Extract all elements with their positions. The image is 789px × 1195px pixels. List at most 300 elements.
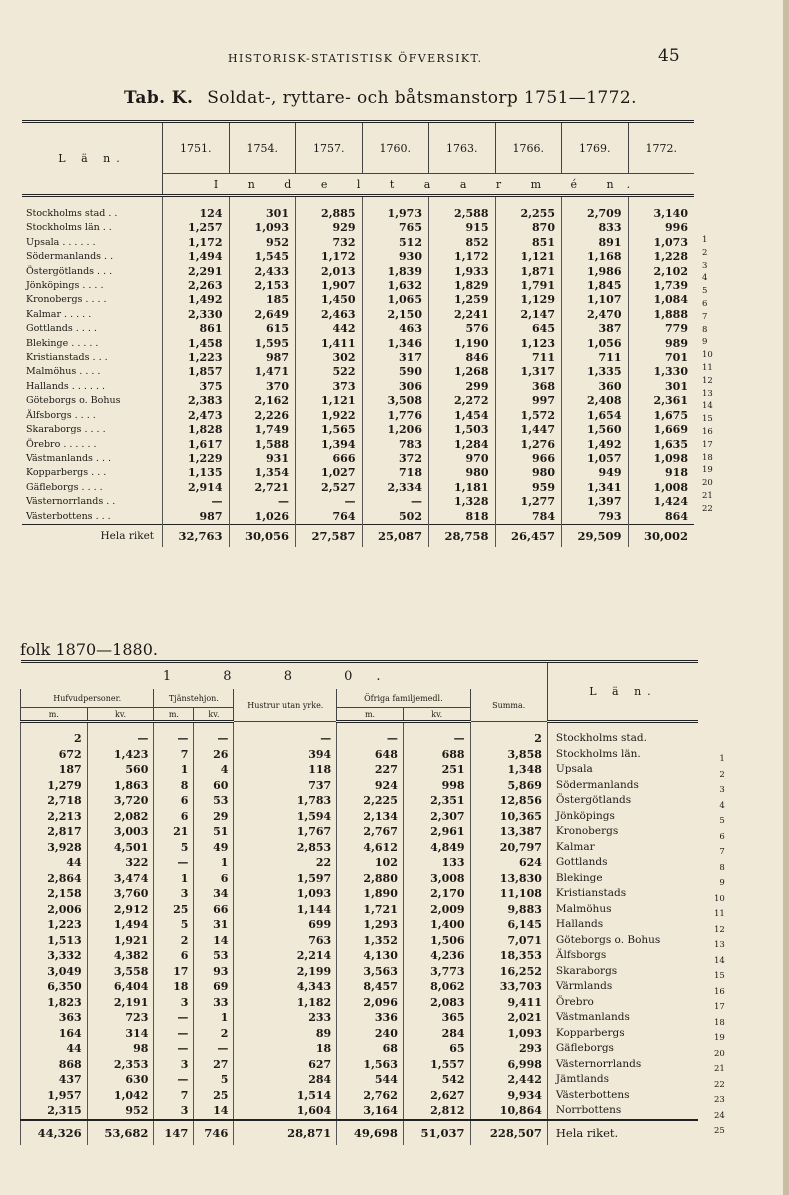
cell-value: 1,277 [495,495,562,509]
cell-value: 1,330 [628,365,694,379]
cell-value: 5,869 [470,778,547,794]
table-row [22,250,694,264]
cell-value: 370 [229,380,296,394]
cell-value: 672 [21,747,88,763]
cell-value: 65 [403,1041,470,1057]
lan-name: Kronobergs . . . . [26,294,107,306]
table-row [22,365,694,379]
cell-value: 861 [163,322,230,336]
cell-value: 1 [194,1010,234,1026]
cell-value: 227 [337,762,404,778]
table-row [22,452,694,466]
cell-value: 3 [154,1057,194,1073]
cell-value: 2,527 [296,481,363,495]
cell-value: 2,241 [429,308,496,322]
cell-value: 2,147 [495,308,562,322]
row-number: 4 [719,800,725,811]
cell-value: 2,226 [229,409,296,423]
cell-value: 12,856 [470,793,547,809]
lan-name: Västerbottens [547,1088,698,1104]
cell-value: 1,223 [163,351,230,365]
table-k-title [124,88,637,108]
cell-value: 864 [628,510,694,525]
table-row [21,1041,699,1057]
cell-value: 4,849 [403,840,470,856]
cell-value: 6,404 [87,979,154,995]
table-row [22,409,694,423]
cell-value: 688 [403,747,470,763]
cell-value: 18,353 [470,948,547,964]
cell-value: 1,845 [562,279,629,293]
cell-value: 1,056 [562,337,629,351]
row-number: 11 [714,909,725,919]
cell-value: 1,594 [234,809,337,825]
cell-value: 1,721 [337,902,404,918]
table-row [21,948,699,964]
cell-value: 2,021 [470,1010,547,1026]
lan-name: Göteborgs o. Bohus [26,395,121,407]
total-row [22,524,694,547]
cell-value: 26 [194,747,234,763]
cell-value: 5 [154,917,194,933]
row-number: 14 [714,955,725,966]
row-number: 10 [702,350,713,361]
cell-value: 2,817 [21,824,88,840]
cell-value: — [296,495,363,509]
cell-value: 949 [562,466,629,480]
cell-value: 1 [194,855,234,871]
row-number: 8 [702,324,708,335]
table-row [21,933,699,949]
total-value: 30,002 [628,524,694,547]
lan-name: Kopparbergs [547,1026,698,1042]
table-row [21,1010,699,1026]
cell-value: 1,352 [337,933,404,949]
total-value: 28,871 [234,1120,337,1145]
row-number: 18 [702,452,713,463]
cell-value: 1,776 [362,409,429,423]
lan-name: Södermanlands [547,778,698,794]
cell-value: 53 [194,793,234,809]
cell-value: 185 [229,293,296,307]
row-number: 24 [714,1110,725,1121]
cell-value: 93 [194,964,234,980]
indelta-armen-header: I n d e l t a a r m é n. [163,174,695,196]
lan-name: Östergötlands [547,793,698,809]
cell-value: 1,284 [429,438,496,452]
cell-value: 2,134 [337,809,404,825]
table-row [21,1088,699,1104]
cell-value: 102 [337,855,404,871]
total-value: 30,056 [229,524,296,547]
cell-value: 918 [628,466,694,480]
cell-value: 7,071 [470,933,547,949]
cell-value: 929 [296,221,363,235]
sex-header: m. [154,708,194,722]
row-number: 9 [719,878,725,888]
cell-value: 1,563 [337,1057,404,1073]
cell-value: 29 [194,809,234,825]
cell-value: 25 [154,902,194,918]
cell-value: 49 [194,840,234,856]
cell-value: 765 [362,221,429,235]
cell-value: 301 [628,380,694,394]
cell-value: 1,572 [495,409,562,423]
cell-value: 959 [495,481,562,495]
cell-value: 1,328 [429,495,496,509]
cell-value: 2,718 [21,793,88,809]
cell-value: 5 [154,840,194,856]
cell-value: 1,458 [163,337,230,351]
lan-name: Värmlands [547,979,698,995]
lan-name: Kristianstads . . . [26,352,108,364]
lan-name: Kalmar [547,840,698,856]
cell-value: 1,791 [495,279,562,293]
cell-value: 818 [429,510,496,525]
cell-value: 1,597 [234,871,337,887]
summa-header: Summa. [470,689,547,722]
cell-value: 2,263 [163,279,230,293]
total-label: Hela riket [22,524,163,547]
cell-value: 10,864 [470,1103,547,1120]
cell-value: 1,341 [562,481,629,495]
cell-value: — [154,722,194,747]
cell-value: 1,121 [296,394,363,408]
cell-value: 1,228 [628,250,694,264]
cell-value: 1,093 [470,1026,547,1042]
table-row [21,964,699,980]
cell-value: 317 [362,351,429,365]
table-row [21,1072,699,1088]
cell-value: 1,828 [163,423,230,437]
lan-name: Jönköpings [547,809,698,825]
cell-value: 1,450 [296,293,363,307]
cell-value: 615 [229,322,296,336]
cell-value: 930 [362,250,429,264]
cell-value: 1,424 [628,495,694,509]
cell-value: 1,348 [470,762,547,778]
cell-value: 2,255 [495,196,562,222]
cell-value: 2,213 [21,809,88,825]
lan-name: Göteborgs o. Bohus [547,933,698,949]
cell-value: 1,346 [362,337,429,351]
cell-value: 648 [337,747,404,763]
lan-name: Hallands . . . . . . [26,380,106,392]
cell-value: 3,720 [87,793,154,809]
cell-value: 1,588 [229,438,296,452]
cell-value: 11,108 [470,886,547,902]
row-number: 23 [714,1095,725,1105]
lan-name: Gäfleborgs [547,1041,698,1057]
lan-name: Örebro [547,995,698,1011]
cell-value: 512 [362,236,429,250]
cell-value: 783 [362,438,429,452]
cell-value: 6 [154,948,194,964]
page-header [0,46,789,70]
cell-value: 2,009 [403,902,470,918]
cell-value: 891 [562,236,629,250]
cell-value: 1,397 [562,495,629,509]
cell-value: 998 [403,778,470,794]
cell-value: 34 [194,886,234,902]
cell-value: 1,107 [562,293,629,307]
cell-value: 394 [234,747,337,763]
cell-value: 1,454 [429,409,496,423]
cell-value: 1,073 [628,236,694,250]
table-row [22,466,694,480]
cell-value: 1,172 [296,250,363,264]
cell-value: 233 [234,1010,337,1026]
lan-name: Älfsborgs [547,948,698,964]
cell-value: 2,351 [403,793,470,809]
row-number: 12 [714,924,725,935]
table-row [22,351,694,365]
cell-value: 630 [87,1072,154,1088]
cell-value: 3,049 [21,964,88,980]
table-row [21,778,699,794]
cell-value: 732 [296,236,363,250]
cell-value: 4,343 [234,979,337,995]
cell-value: 306 [362,380,429,394]
table-k-row-numbers [702,234,713,516]
cell-value: 590 [362,365,429,379]
cell-value: 13,830 [470,871,547,887]
row-number: 8 [719,862,725,873]
lan-name: Kalmar . . . . . [26,308,92,320]
cell-value: 1,565 [296,423,363,437]
cell-value: 3,928 [21,840,88,856]
row-number: 10 [714,893,725,904]
cell-value: 2,914 [163,481,230,495]
cell-value: 522 [296,365,363,379]
row-number: 5 [719,816,725,826]
lan-name: Blekinge . . . . . [26,337,99,349]
cell-value: 1,823 [21,995,88,1011]
cell-value: 1,135 [163,466,230,480]
row-number: 20 [714,1048,725,1059]
lan-name: Västmanlands . . . [26,452,112,464]
cell-value: 1,206 [362,423,429,437]
cell-value: 666 [296,452,363,466]
cell-value: 1,335 [562,365,629,379]
cell-value: 2,470 [562,308,629,322]
cell-value: 779 [628,322,694,336]
cell-value: 2 [194,1026,234,1042]
table-row [22,337,694,351]
cell-value: 302 [296,351,363,365]
cell-value: 14 [194,933,234,949]
cell-value: 793 [562,510,629,525]
cell-value: — [194,1041,234,1057]
cell-value: 66 [194,902,234,918]
cell-value: 4,236 [403,948,470,964]
cell-value: — [234,722,337,747]
cell-value: 2,102 [628,265,694,279]
cell-value: 33 [194,995,234,1011]
cell-value: 17 [154,964,194,980]
cell-value: 9,883 [470,902,547,918]
cell-value: 1,871 [495,265,562,279]
cell-value: 2,199 [234,964,337,980]
table-row [21,995,699,1011]
total-value: 228,507 [470,1120,547,1145]
cell-value: 2,864 [21,871,88,887]
cell-value: 2,961 [403,824,470,840]
lan-name: Västernorrlands [547,1057,698,1073]
table-row [21,917,699,933]
cell-value: 5 [194,1072,234,1088]
cell-value: — [154,1072,194,1088]
cell-value: 1,767 [234,824,337,840]
year-header: 1763. [429,122,496,174]
cell-value: 1,957 [21,1088,88,1104]
cell-value: 851 [495,236,562,250]
cell-value: 53 [194,948,234,964]
lan-header: L ä n. [547,662,698,722]
cell-value: 952 [87,1103,154,1120]
table-row [22,510,694,525]
cell-value: 8,062 [403,979,470,995]
cell-value: 3,773 [403,964,470,980]
cell-value: 133 [403,855,470,871]
cell-value: 833 [562,221,629,235]
total-value: 26,457 [495,524,562,547]
cell-value: 1,654 [562,409,629,423]
cell-value: 627 [234,1057,337,1073]
lan-header: L ä n. [22,122,163,196]
cell-value: 3,164 [337,1103,404,1120]
cell-value: 3,140 [628,196,694,222]
cell-value: 1 [154,871,194,887]
cell-value: 2,291 [163,265,230,279]
cell-value: — [229,495,296,509]
page-edge [783,0,789,1195]
row-number: 3 [702,260,708,271]
cell-value: 966 [495,452,562,466]
row-number: 16 [702,426,713,437]
cell-value: 711 [495,351,562,365]
table-row [21,1026,699,1042]
table-row [21,886,699,902]
cell-value: 2,330 [163,308,230,322]
table-row [21,809,699,825]
cell-value: — [154,1026,194,1042]
cell-value: — [362,495,429,509]
row-number: 21 [714,1064,725,1074]
cell-value: 6 [194,871,234,887]
sex-header: kv. [403,708,470,722]
cell-value: 2,307 [403,809,470,825]
cell-value: 3,008 [403,871,470,887]
year-header: 1754. [229,122,296,174]
cell-value: 3,563 [337,964,404,980]
row-number: 15 [702,414,713,425]
table-row [21,762,699,778]
cell-value: 1,595 [229,337,296,351]
cell-value: 852 [429,236,496,250]
cell-value: 1,293 [337,917,404,933]
cell-value: 1,492 [163,293,230,307]
cell-value: 27 [194,1057,234,1073]
cell-value: 576 [429,322,496,336]
table-row [22,380,694,394]
cell-value: 387 [562,322,629,336]
cell-value: 2,272 [429,394,496,408]
cell-value: 2,096 [337,995,404,1011]
row-number: 12 [702,375,713,386]
row-number: 22 [714,1079,725,1090]
cell-value: 987 [229,351,296,365]
cell-value: 69 [194,979,234,995]
row-number: 6 [702,298,708,309]
row-number: 1 [719,754,725,764]
cell-value: 60 [194,778,234,794]
table-row [22,221,694,235]
table-k-year-header-row [22,122,694,174]
total-value: 746 [194,1120,234,1145]
row-number: 14 [702,401,713,412]
cell-value: 952 [229,236,296,250]
cell-value: 997 [495,394,562,408]
cell-value: 373 [296,380,363,394]
cell-value: 915 [429,221,496,235]
table-row [21,793,699,809]
cell-value: 1,190 [429,337,496,351]
cell-value: 251 [403,762,470,778]
lan-name: Östergötlands . . . [26,265,113,277]
cell-value: 1,506 [403,933,470,949]
cell-value: 699 [234,917,337,933]
cell-value: — [194,722,234,747]
row-number: 2 [702,247,708,258]
cell-value: 1,423 [87,747,154,763]
row-number: 22 [702,503,713,514]
cell-value: 2,442 [470,1072,547,1088]
year-header-row [21,662,699,690]
lan-name: Upsala [547,762,698,778]
cell-value: 463 [362,322,429,336]
cell-value: 51 [194,824,234,840]
cell-value: 2,361 [628,394,694,408]
table-k-caption: Soldat-, ryttare- och båtsmanstorp 1751—1772. [207,88,637,108]
total-value: 51,037 [403,1120,470,1145]
cell-value: 1,411 [296,337,363,351]
cell-value: 2,812 [403,1103,470,1120]
cell-value: 3,508 [362,394,429,408]
year-header: 1757. [296,122,363,174]
cell-value: 1,172 [163,236,230,250]
cell-value: 1,172 [429,250,496,264]
running-head: HISTORISK-STATISTISK ÖFVERSIKT. [228,52,483,65]
cell-value: 1 [154,762,194,778]
table-row [22,196,694,222]
row-number: 6 [719,831,725,842]
cell-value: 2,880 [337,871,404,887]
cell-value: 987 [163,510,230,525]
row-number: 1 [702,235,708,245]
cell-value: 33,703 [470,979,547,995]
lan-name: Stockholms stad. [547,722,698,747]
year-header: 1769. [562,122,629,174]
table-row [21,1057,699,1073]
cell-value: 924 [337,778,404,794]
cell-value: 1,617 [163,438,230,452]
year-header: 1766. [495,122,562,174]
cell-value: 25 [194,1088,234,1104]
cell-value: 18 [154,979,194,995]
year-header: 1760. [362,122,429,174]
row-number: 17 [714,1002,725,1012]
